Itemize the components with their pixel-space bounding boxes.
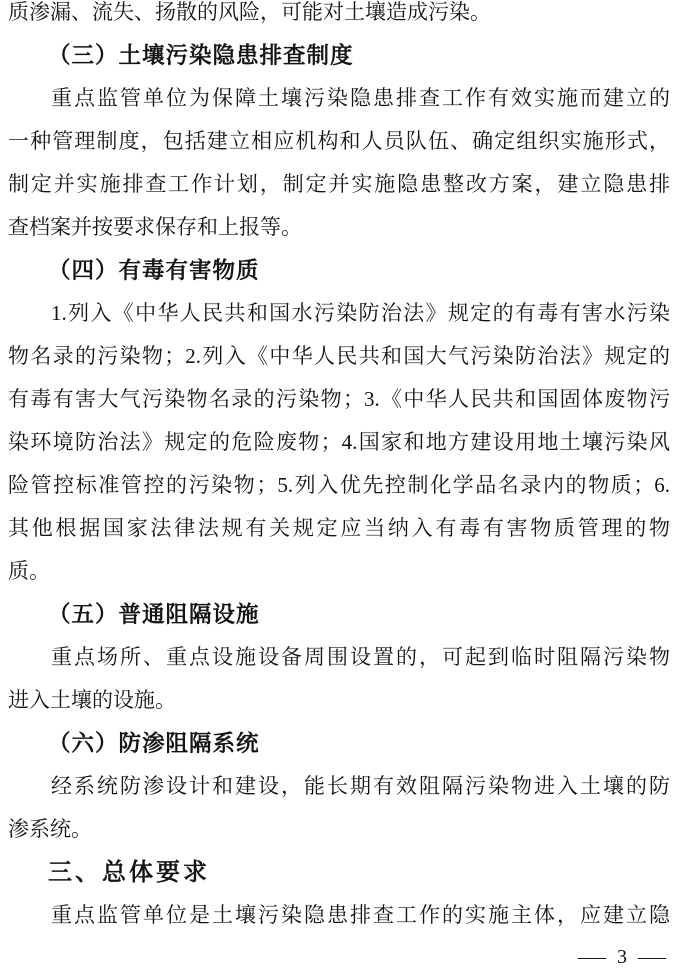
- continuation-line: 质渗漏、流失、扬散的风险，可能对土壤造成污染。: [8, 0, 491, 24]
- paragraph-line: 质。: [8, 559, 50, 583]
- paragraph-line: 制定并实施排查工作计划，制定并实施隐患整改方案，建立隐患排: [8, 172, 670, 196]
- paragraph-line: 重点监管单位为保障土壤污染隐患排查工作有效实施而建立的: [51, 86, 670, 110]
- paragraph-line: 渗系统。: [8, 817, 92, 841]
- paragraph-line: 染环境防治法》规定的危险废物；4.国家和地方建设用地土壤污染风: [8, 430, 670, 454]
- page-footer: [578, 944, 666, 970]
- paragraph-line: 其他根据国家法律法规有关规定应当纳入有毒有害物质管理的物: [8, 516, 670, 540]
- paragraph-line: 物名录的污染物；2.列入《中华人民共和国大气污染防治法》规定的: [8, 344, 670, 368]
- paragraph-line: 一种管理制度，包括建立相应机构和人员队伍、确定组织实施形式，: [8, 129, 670, 153]
- page-number: 3: [617, 946, 627, 968]
- subsection-heading-6: （六）防渗阻隔系统: [48, 731, 260, 756]
- paragraph-line: 1.列入《中华人民共和国水污染防治法》规定的有毒有害水污染: [51, 301, 670, 325]
- subsection-heading-3: （三）土壤污染隐患排查制度: [48, 43, 354, 68]
- paragraph-line: 进入土壤的设施。: [8, 688, 176, 712]
- paragraph-line: 有毒有害大气污染物名录的污染物；3.《中华人民共和国固体废物污: [8, 387, 670, 411]
- paragraph-line: 重点场所、重点设施设备周围设置的，可起到临时阻隔污染物: [51, 645, 670, 669]
- footer-dash: —: [578, 946, 606, 968]
- paragraph-line: 险管控标准管控的污染物；5.列入优先控制化学品名录内的物质；6.: [8, 473, 670, 497]
- chapter-heading-3: 三、总体要求: [48, 859, 210, 886]
- subsection-heading-4: （四）有毒有害物质: [48, 258, 260, 283]
- paragraph-line: 重点监管单位是土壤污染隐患排查工作的实施主体，应建立隐: [51, 903, 670, 927]
- footer-dash: —: [638, 946, 666, 968]
- subsection-heading-5: （五）普通阻隔设施: [48, 602, 260, 627]
- paragraph-line: 查档案并按要求保存和上报等。: [8, 215, 302, 239]
- paragraph-line: 经系统防渗设计和建设，能长期有效阻隔污染物进入土壤的防: [51, 774, 670, 798]
